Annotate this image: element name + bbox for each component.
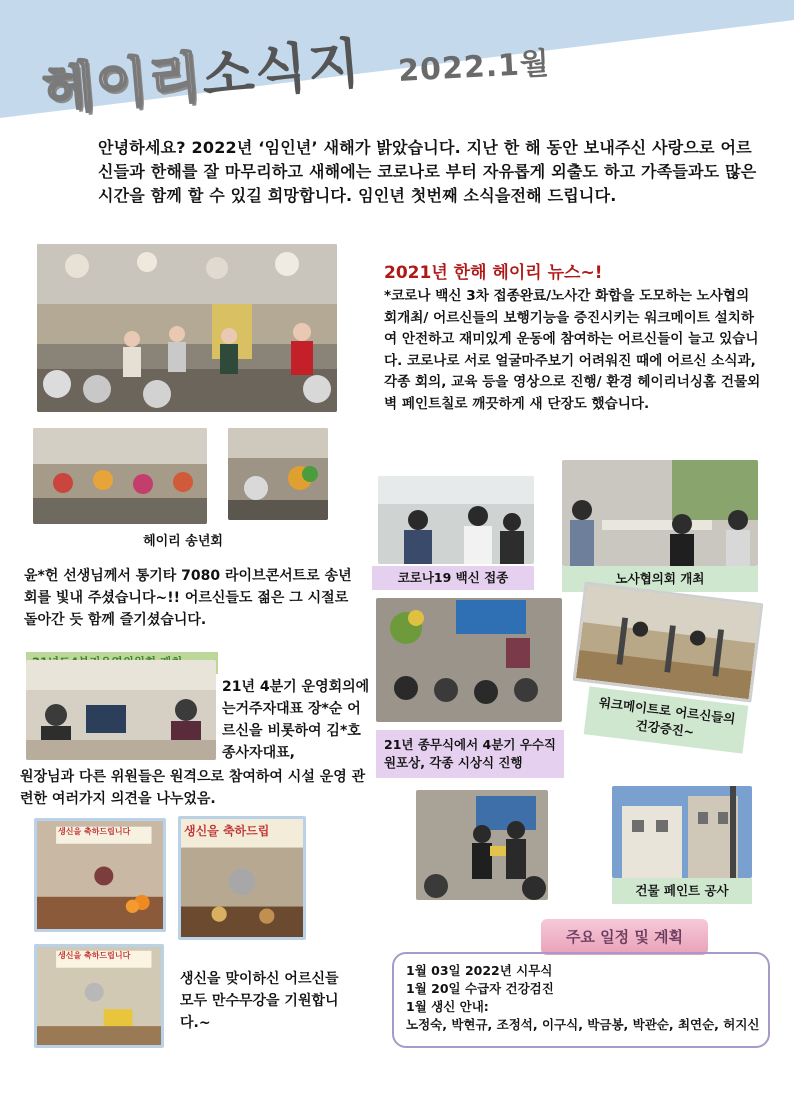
schedule-box: [392, 952, 770, 1048]
party-photo-3: [228, 428, 328, 520]
awards-photo: [376, 598, 562, 722]
labor-photo: [562, 460, 758, 566]
party-label: 헤이리 송년회: [143, 534, 223, 549]
party-photo-main: [37, 244, 337, 412]
meeting-text-full: 원장님과 다른 위원들은 원격으로 참여하여 시설 운영 관련한 여러가지 의견을 나누었음.: [20, 769, 366, 807]
awards-caption: 21년 종무식에서 4분기 우수직원포상, 각종 시상식 진행: [376, 730, 564, 778]
walkmate-photo: [573, 581, 764, 702]
vaccine-caption: 코로나19 백신 접종: [372, 566, 534, 590]
issue-date: 2022.1월: [397, 46, 551, 89]
birthday-banner-1: 생신을 축하드립니다: [58, 827, 131, 836]
paint-caption: 건물 페인트 공사: [612, 878, 752, 904]
title-part2: 소식지: [199, 31, 364, 109]
schedule-heading: 주요 일정 및 계획: [541, 919, 708, 955]
schedule-item: 1월 03일 2022년 시무식: [406, 963, 553, 978]
schedule-item: 1월 생신 안내:: [406, 999, 489, 1014]
labor-caption: 노사협의회 개최: [562, 566, 758, 592]
birthday-text: 생신을 맞이하신 어르신들 모두 만수무강을 기원합니다.~: [180, 971, 339, 1031]
title-part1: 헤이리: [40, 45, 205, 123]
news-title: 2021년 한해 헤이리 뉴스~!: [384, 263, 603, 283]
party-text: 윤*헌 선생님께서 통기타 7080 라이브콘서트로 송년회를 빛내 주셨습니다~!! 어르신들도 젊은 그 시절로 돌아간 듯 함께 즐기셨습니다.: [24, 568, 352, 628]
schedule-item: 노정숙, 박현규, 조정석, 이구식, 박금봉, 박관순, 최연순, 허지신: [406, 1017, 760, 1032]
meeting-photo: [26, 660, 216, 760]
schedule-item: 1월 20일 수급자 건강검진: [406, 981, 554, 996]
news-body: *코로나 백신 3차 접종완료/노사간 화합을 도모하는 노사협의회개최/ 어르신들의 보행기능을 증진시키는 워크메이트 설치하여 안전하고 재미있게 운동에 참여하는 어르신들이 늘고 있습니다. 코로나로 서로 얼굴마주보기 어려워진 때에 어르신 소식과, 각종 회의, 교육 등을 영상으로 진행/ 환경 헤이리너싱홈 건물외벽 페인트칠로 깨끗하게 새 단장도 했습니다.: [384, 288, 761, 412]
party-photo-2: [33, 428, 207, 524]
birthday-banner-3: 생신을 축하드립니다: [58, 951, 131, 960]
ceremony-photo: [416, 790, 548, 900]
meeting-text-side: 21년 4분기 운영회의에는거주자대표 장*순 어르신을 비롯하여 김*호종사자대표,: [222, 679, 370, 761]
intro-paragraph: 안녕하세요? 2022년 ‘임인년’ 새해가 밝았습니다. 지난 한 해 동안 보내주신 사랑으로 어르신들과 한해를 잘 마무리하고 새해에는 코로나로 부터 자유롭게 외출도 하고 가족들과도 많은 시간을 함께 할 수 있길 희망합니다. 임인년 첫번째 소식을전해 드립니다.: [98, 138, 757, 205]
paint-photo: [612, 786, 752, 878]
vaccine-photo: [378, 476, 534, 564]
birthday-banner-2: 생신을 축하드립: [184, 824, 270, 838]
walkmate-caption: 워크메이트로 어르신들의 건강증진~: [584, 686, 749, 753]
